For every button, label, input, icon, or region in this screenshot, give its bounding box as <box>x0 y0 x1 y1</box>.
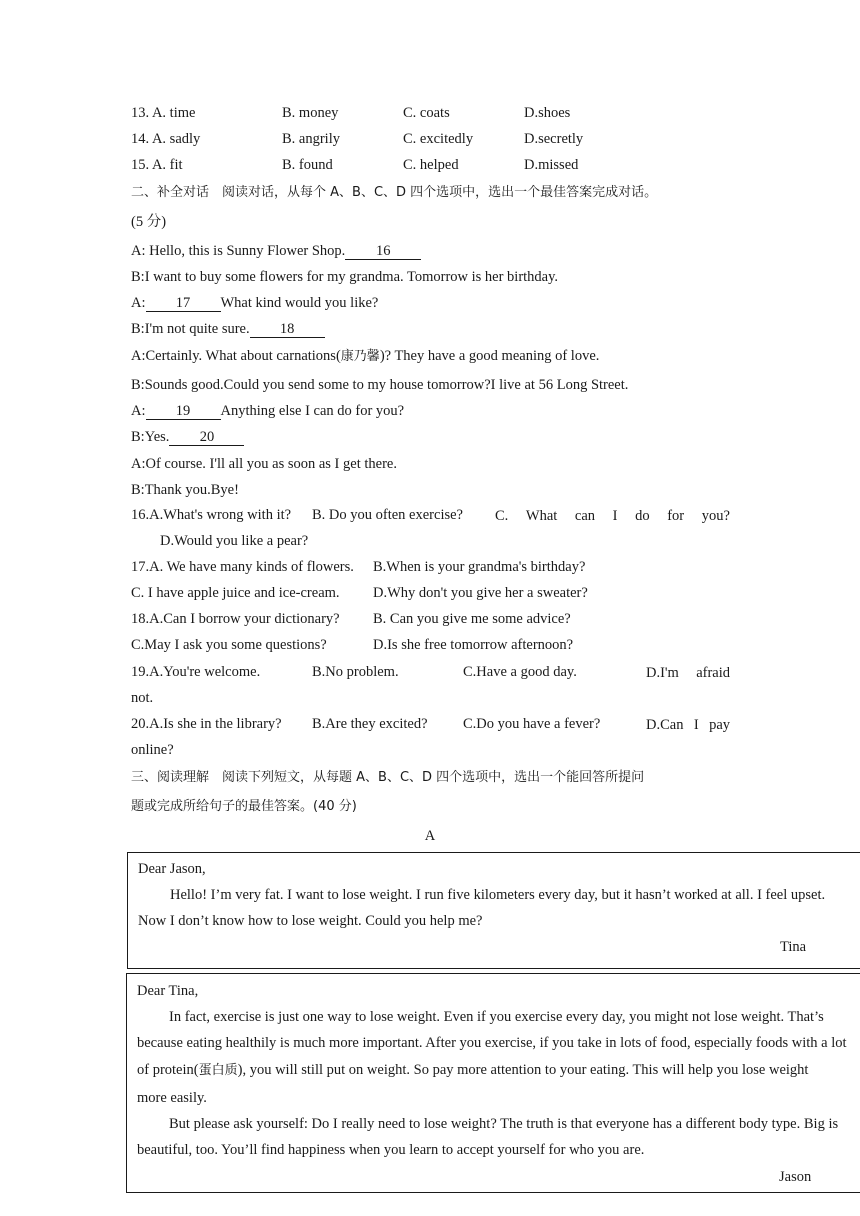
letter-salutation: Dear Jason, <box>138 861 206 877</box>
chinese-gloss: 康乃馨 <box>340 349 380 364</box>
letter-line <box>137 1061 808 1080</box>
choice-word: D.Can <box>646 717 684 733</box>
choice-d: D.Is she free tomorrow afternoon? <box>373 637 574 653</box>
dialogue-line-10: B:Thank you.Bye! <box>131 482 239 498</box>
choice-d: D.Why don't you give her a sweater? <box>373 585 588 601</box>
dialogue-speaker: A: <box>131 295 146 311</box>
choice-d <box>646 664 730 682</box>
letter-line: beautiful, too. You’ll find happiness when you learn to accept yourself for who you are. <box>137 1142 645 1158</box>
option-c: C. helped <box>403 157 459 173</box>
passage-label: A <box>424 828 436 844</box>
letter-signature: Jason <box>779 1169 812 1185</box>
choice-c: C.May I ask you some questions? <box>131 637 327 653</box>
option-b: B. angrily <box>282 131 340 147</box>
choice-a: 20.A.Is she in the library? <box>131 716 282 732</box>
dialogue-text: What kind would you like? <box>220 295 379 311</box>
choice-b: B. Do you often exercise? <box>312 507 463 523</box>
option-b: B. found <box>282 157 333 173</box>
choice-b: B. Can you give me some advice? <box>373 611 571 627</box>
choice-word: for <box>667 508 685 524</box>
letter-signature: Tina <box>780 939 807 955</box>
choice-d <box>646 716 730 734</box>
choice-b: B.Are they excited? <box>312 716 428 732</box>
dialogue-text: A: Hello, this is Sunny Flower Shop. <box>131 243 346 259</box>
blank-19: 19 <box>146 404 221 420</box>
dialogue-text: A:Certainly. What about carnations( <box>131 348 341 364</box>
letter-line: But please ask yourself: Do I really need to lose weight? The truth is that everyone has a different body type. Big is <box>169 1116 839 1132</box>
dialogue-line-7 <box>131 402 404 420</box>
choice-a: 17.A. We have many kinds of flowers. <box>131 559 354 575</box>
choice-a: 19.A.You're welcome. <box>131 664 261 680</box>
dialogue-line-2: B:I want to buy some flowers for my grandma. Tomorrow is her birthday. <box>131 269 559 285</box>
option-c: C. excitedly <box>403 131 474 147</box>
letter-line: Now I don’t know how to lose weight. Could you help me? <box>138 913 483 929</box>
section2-heading: 二、补全对话 阅读对话，从每个 A、B、C、D 四个选项中，选出一个最佳答案完成对话。 <box>131 185 658 200</box>
dialogue-text: B:I'm not quite sure. <box>131 321 250 337</box>
option-d: D.secretly <box>524 131 584 147</box>
choice-b: B.No problem. <box>312 664 399 680</box>
option-a: 14. A. sadly <box>131 131 201 147</box>
letter-text: ), you will still put on weight. So pay more attention to your eating. This will help you lose weight <box>237 1062 809 1078</box>
choice-word: I <box>612 508 618 524</box>
choice-c: C.Have a good day. <box>463 664 577 680</box>
blank-20: 20 <box>169 430 244 446</box>
option-a: 15. A. fit <box>131 157 183 173</box>
letter-line: In fact, exercise is just one way to lose weight. Even if you exercise every day, you might not lose weight. That’s <box>169 1009 824 1025</box>
choice-word: afraid <box>696 665 730 681</box>
letter-line: more easily. <box>137 1090 207 1106</box>
choice-word: I <box>693 717 699 733</box>
choice-c: C. I have apple juice and ice-cream. <box>131 585 340 601</box>
dialogue-text: Anything else I can do for you? <box>220 403 405 419</box>
choice-word: can <box>574 508 596 524</box>
choice-c: C.Do you have a fever? <box>463 716 601 732</box>
choice-a: 16.A.What's wrong with it? <box>131 507 292 523</box>
letter-box-jason <box>126 973 860 1193</box>
letter-line: because eating healthily is much more important. After you exercise, if you take in lots of food, especially foods with a lot <box>137 1035 847 1051</box>
dialogue-line-1 <box>131 242 421 260</box>
choice-word: What <box>525 508 558 524</box>
letter-box-tina <box>127 852 860 969</box>
option-d: D.shoes <box>524 105 571 121</box>
dialogue-line-5 <box>131 347 599 366</box>
choice-d: D.Would you like a pear? <box>160 533 309 549</box>
option-d: D.missed <box>524 157 579 173</box>
option-a: 13. A. time <box>131 105 196 121</box>
dialogue-line-6: B:Sounds good.Could you send some to my house tomorrow?I live at 56 Long Street. <box>131 377 629 393</box>
section3-heading: 三、阅读理解 阅读下列短文，从每题 A、B、C、D 四个选项中，选出一个能回答所提问 <box>131 770 645 785</box>
choice-word: C. <box>495 508 509 524</box>
dialogue-text: B:Yes. <box>131 429 170 445</box>
dialogue-speaker: A: <box>131 403 146 419</box>
dialogue-line-8 <box>131 428 244 446</box>
section3-heading-cont: 题或完成所给句子的最佳答案。(40 分) <box>131 799 357 814</box>
letter-salutation: Dear Tina, <box>137 983 199 999</box>
choice-word: you? <box>701 508 730 524</box>
option-b: B. money <box>282 105 339 121</box>
letter-text: of protein( <box>137 1062 199 1078</box>
choice-c <box>495 507 730 525</box>
blank-17: 17 <box>146 296 221 312</box>
choice-b: B.When is your grandma's birthday? <box>373 559 586 575</box>
dialogue-text: )? They have a good meaning of love. <box>379 348 600 364</box>
blank-18: 18 <box>250 322 325 338</box>
choice-word: D.I'm <box>646 665 679 681</box>
section2-points: (5 分) <box>131 214 167 230</box>
dialogue-line-4 <box>131 320 325 338</box>
blank-16: 16 <box>345 244 421 260</box>
option-c: C. coats <box>403 105 450 121</box>
dialogue-line-9: A:Of course. I'll all you as soon as I get there. <box>131 456 397 472</box>
choice-a: 18.A.Can I borrow your dictionary? <box>131 611 340 627</box>
choice-d-continued: not. <box>131 690 154 706</box>
chinese-gloss: 蛋白质 <box>198 1063 238 1078</box>
choice-word: do <box>635 508 650 524</box>
letter-line: Hello! I’m very fat. I want to lose weight. I run five kilometers every day, but it hasn’t worked at all. I feel upset. <box>170 887 826 903</box>
choice-d-continued: online? <box>131 742 174 758</box>
dialogue-line-3 <box>131 294 378 312</box>
choice-word: pay <box>709 717 730 733</box>
